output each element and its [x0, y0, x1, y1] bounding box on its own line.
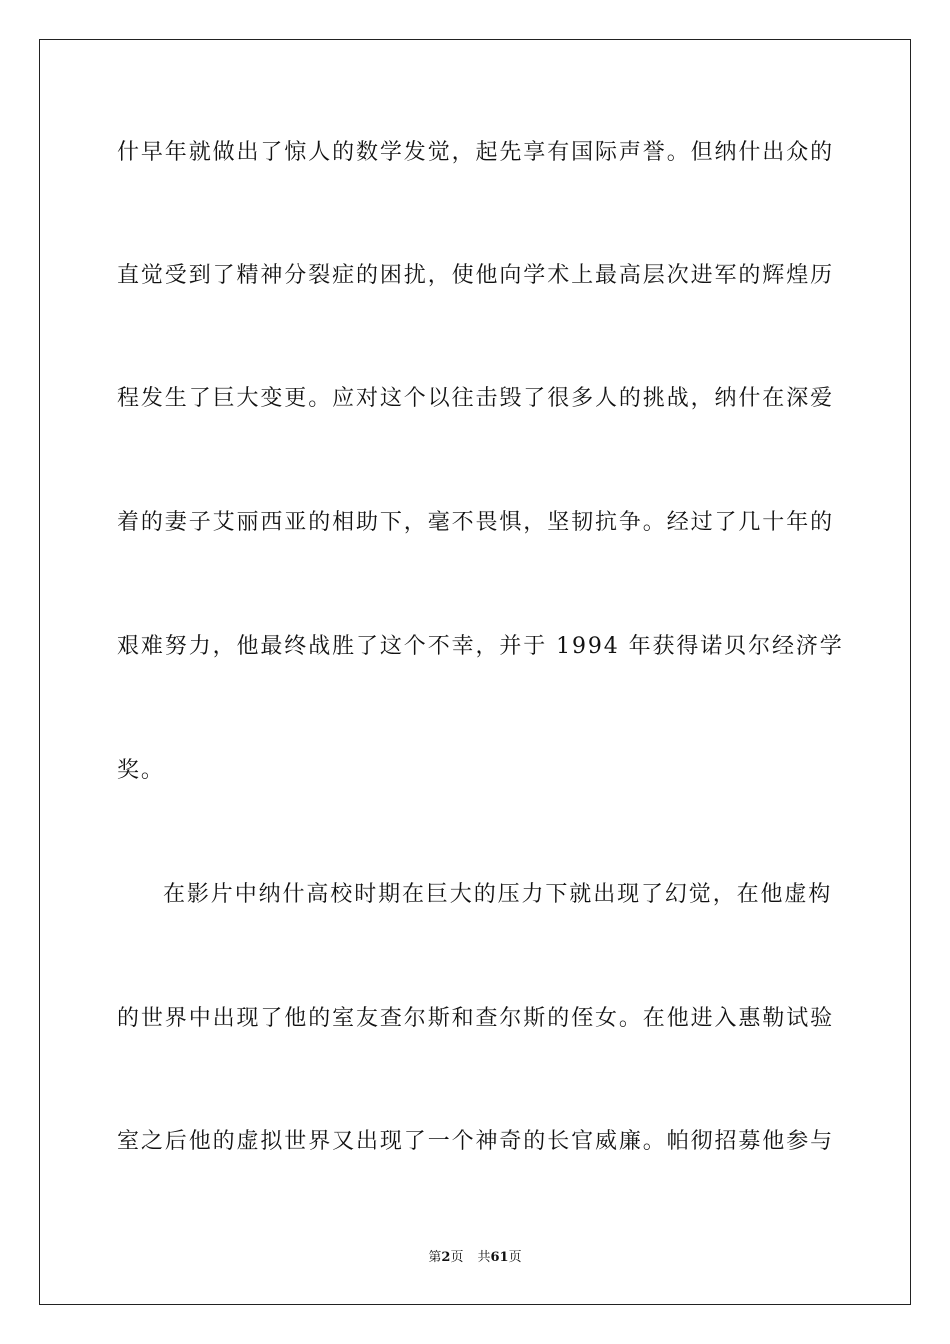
page-number: 2	[441, 1250, 451, 1265]
text-line-5: 艰难努力，他最终战胜了这个不幸，并于 1994 年获得诺贝尔经济学	[117, 634, 844, 659]
total-prefix: 共	[477, 1250, 491, 1265]
text-line-4: 着的妻子艾丽西亚的相助下，毫不畏惧，坚韧抗争。经过了几十年的	[117, 510, 835, 535]
page-suffix: 页	[450, 1250, 464, 1265]
page-footer	[0, 1246, 950, 1265]
total-suffix: 页	[508, 1250, 522, 1265]
text-line-7: 在影片中纳什高校时期在巨大的压力下就出现了幻觉，在他虚构	[163, 882, 833, 907]
page-prefix: 第	[428, 1250, 442, 1265]
page-frame	[39, 39, 911, 1305]
total-pages: 61	[490, 1250, 509, 1265]
text-line-2: 直觉受到了精神分裂症的困扰，使他向学术上最高层次进军的辉煌历	[117, 263, 835, 288]
text-line-3: 程发生了巨大变更。应对这个以往击毁了很多人的挑战，纳什在深爱	[117, 386, 835, 411]
text-line-9: 室之后他的虚拟世界又出现了一个神奇的长官威廉。帕彻招募他参与	[117, 1129, 835, 1154]
text-line-6: 奖。	[117, 758, 165, 783]
text-line-1: 什早年就做出了惊人的数学发觉，起先享有国际声誉。但纳什出众的	[117, 140, 835, 165]
text-line-8: 的世界中出现了他的室友查尔斯和查尔斯的侄女。在他进入惠勒试验	[117, 1006, 835, 1031]
